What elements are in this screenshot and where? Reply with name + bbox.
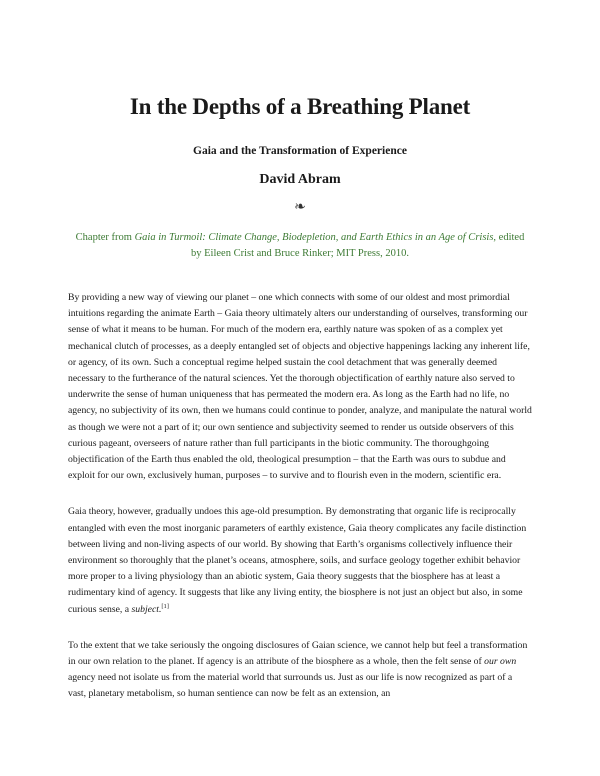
paragraph-3-text-b: agency need not isolate us from the material world that surrounds us. Just as our life is now recognized as part of a vast, planetary metabolism, so human sentience can now be felt as an extension, an (68, 672, 513, 700)
citation-suffix: , edited by Eileen Crist and Bruce Rinker; MIT Press, 2010. (191, 232, 525, 259)
paragraph-2-text: Gaia theory, however, gradually undoes this age-old presumption. By demonstrating that organic life is reciprocally entangled with even the most inorganic parameters of earthly existence, Gaia theory complicates any facile distinction between living and non-living aspects of our world. By showing that Earth’s organisms collectively influence their environment so thoroughly that the planet’s oceans, atmosphere, soils, and surface geology together exhibit behavior more proper to a living physiology than an abiotic system, Gaia theory suggests that the biosphere has at least a rudimentary kind of agency. It suggests that like any living entity, the biosphere is not just an object but also, in some curious sense, a (68, 506, 527, 615)
author-name: David Abram (259, 172, 341, 187)
article-subtitle: Gaia and the Transformation of Experience (193, 145, 407, 157)
paragraph-3-emphasis: our own (484, 656, 517, 668)
article-body (68, 262, 532, 703)
article-title: In the Depths of a Breathing Planet (129, 94, 471, 119)
citation-prefix: Chapter from (75, 232, 135, 243)
chapter-citation (68, 219, 532, 262)
paragraph-3-text-a: To the extent that we take seriously the ongoing disclosures of Gaian science, we cannot help but feel a transformation in our own relation to the planet. If agency is an attribute of the biosphere as a whole, then the felt sense of (68, 639, 528, 668)
citation-book-title: Gaia in Turmoil: Climate Change, Biodepletion, and Earth Ethics in an Age of Crisis (134, 232, 494, 243)
paragraph-2-emphasis: subject. (131, 603, 162, 615)
paragraph-2 (68, 504, 532, 617)
footnote-marker[interactable]: [1] (161, 602, 169, 610)
paragraph-3 (68, 638, 532, 703)
paragraph-1: By providing a new way of viewing our planet – one which connects with some of our oldest and most primordial intuitions regarding the animate Earth – Gaia theory ultimately alters our understanding of ourselves, transforming our sense of what it means to be human. For much of the modern era, earthly nature was spoken of as a complex yet mechanical clutch of processes, as a deeply entangled set of objects and objective happenings lacking any inherent life, or agency, of its own. Such a conceptual regime helped sustain the cool detachment that was generally deemed necessary to the furtherance of the natural sciences. Yet the thorough objectification of earthly nature also served to underwrite the sense of human uniqueness that has permeated the modern era. As long as the Earth had no life, no agency, no subjectivity of its own, then we humans could continue to ponder, analyze, and manipulate the natural world as though we were not a part of it; our own sentience and subjectivity seemed to render us outside observers of this curious pageant, overseers of nature rather than full participants in the biotic community. The thoroughgoing objectification of the Earth thus enabled the old, theological presumption – that the Earth was ours to subdue and exploit for our own, exclusively human, purposes – to survive and to flourish even in the modern, scientific era. (68, 292, 532, 482)
fleuron-ornament-icon: ❧ (294, 200, 306, 215)
